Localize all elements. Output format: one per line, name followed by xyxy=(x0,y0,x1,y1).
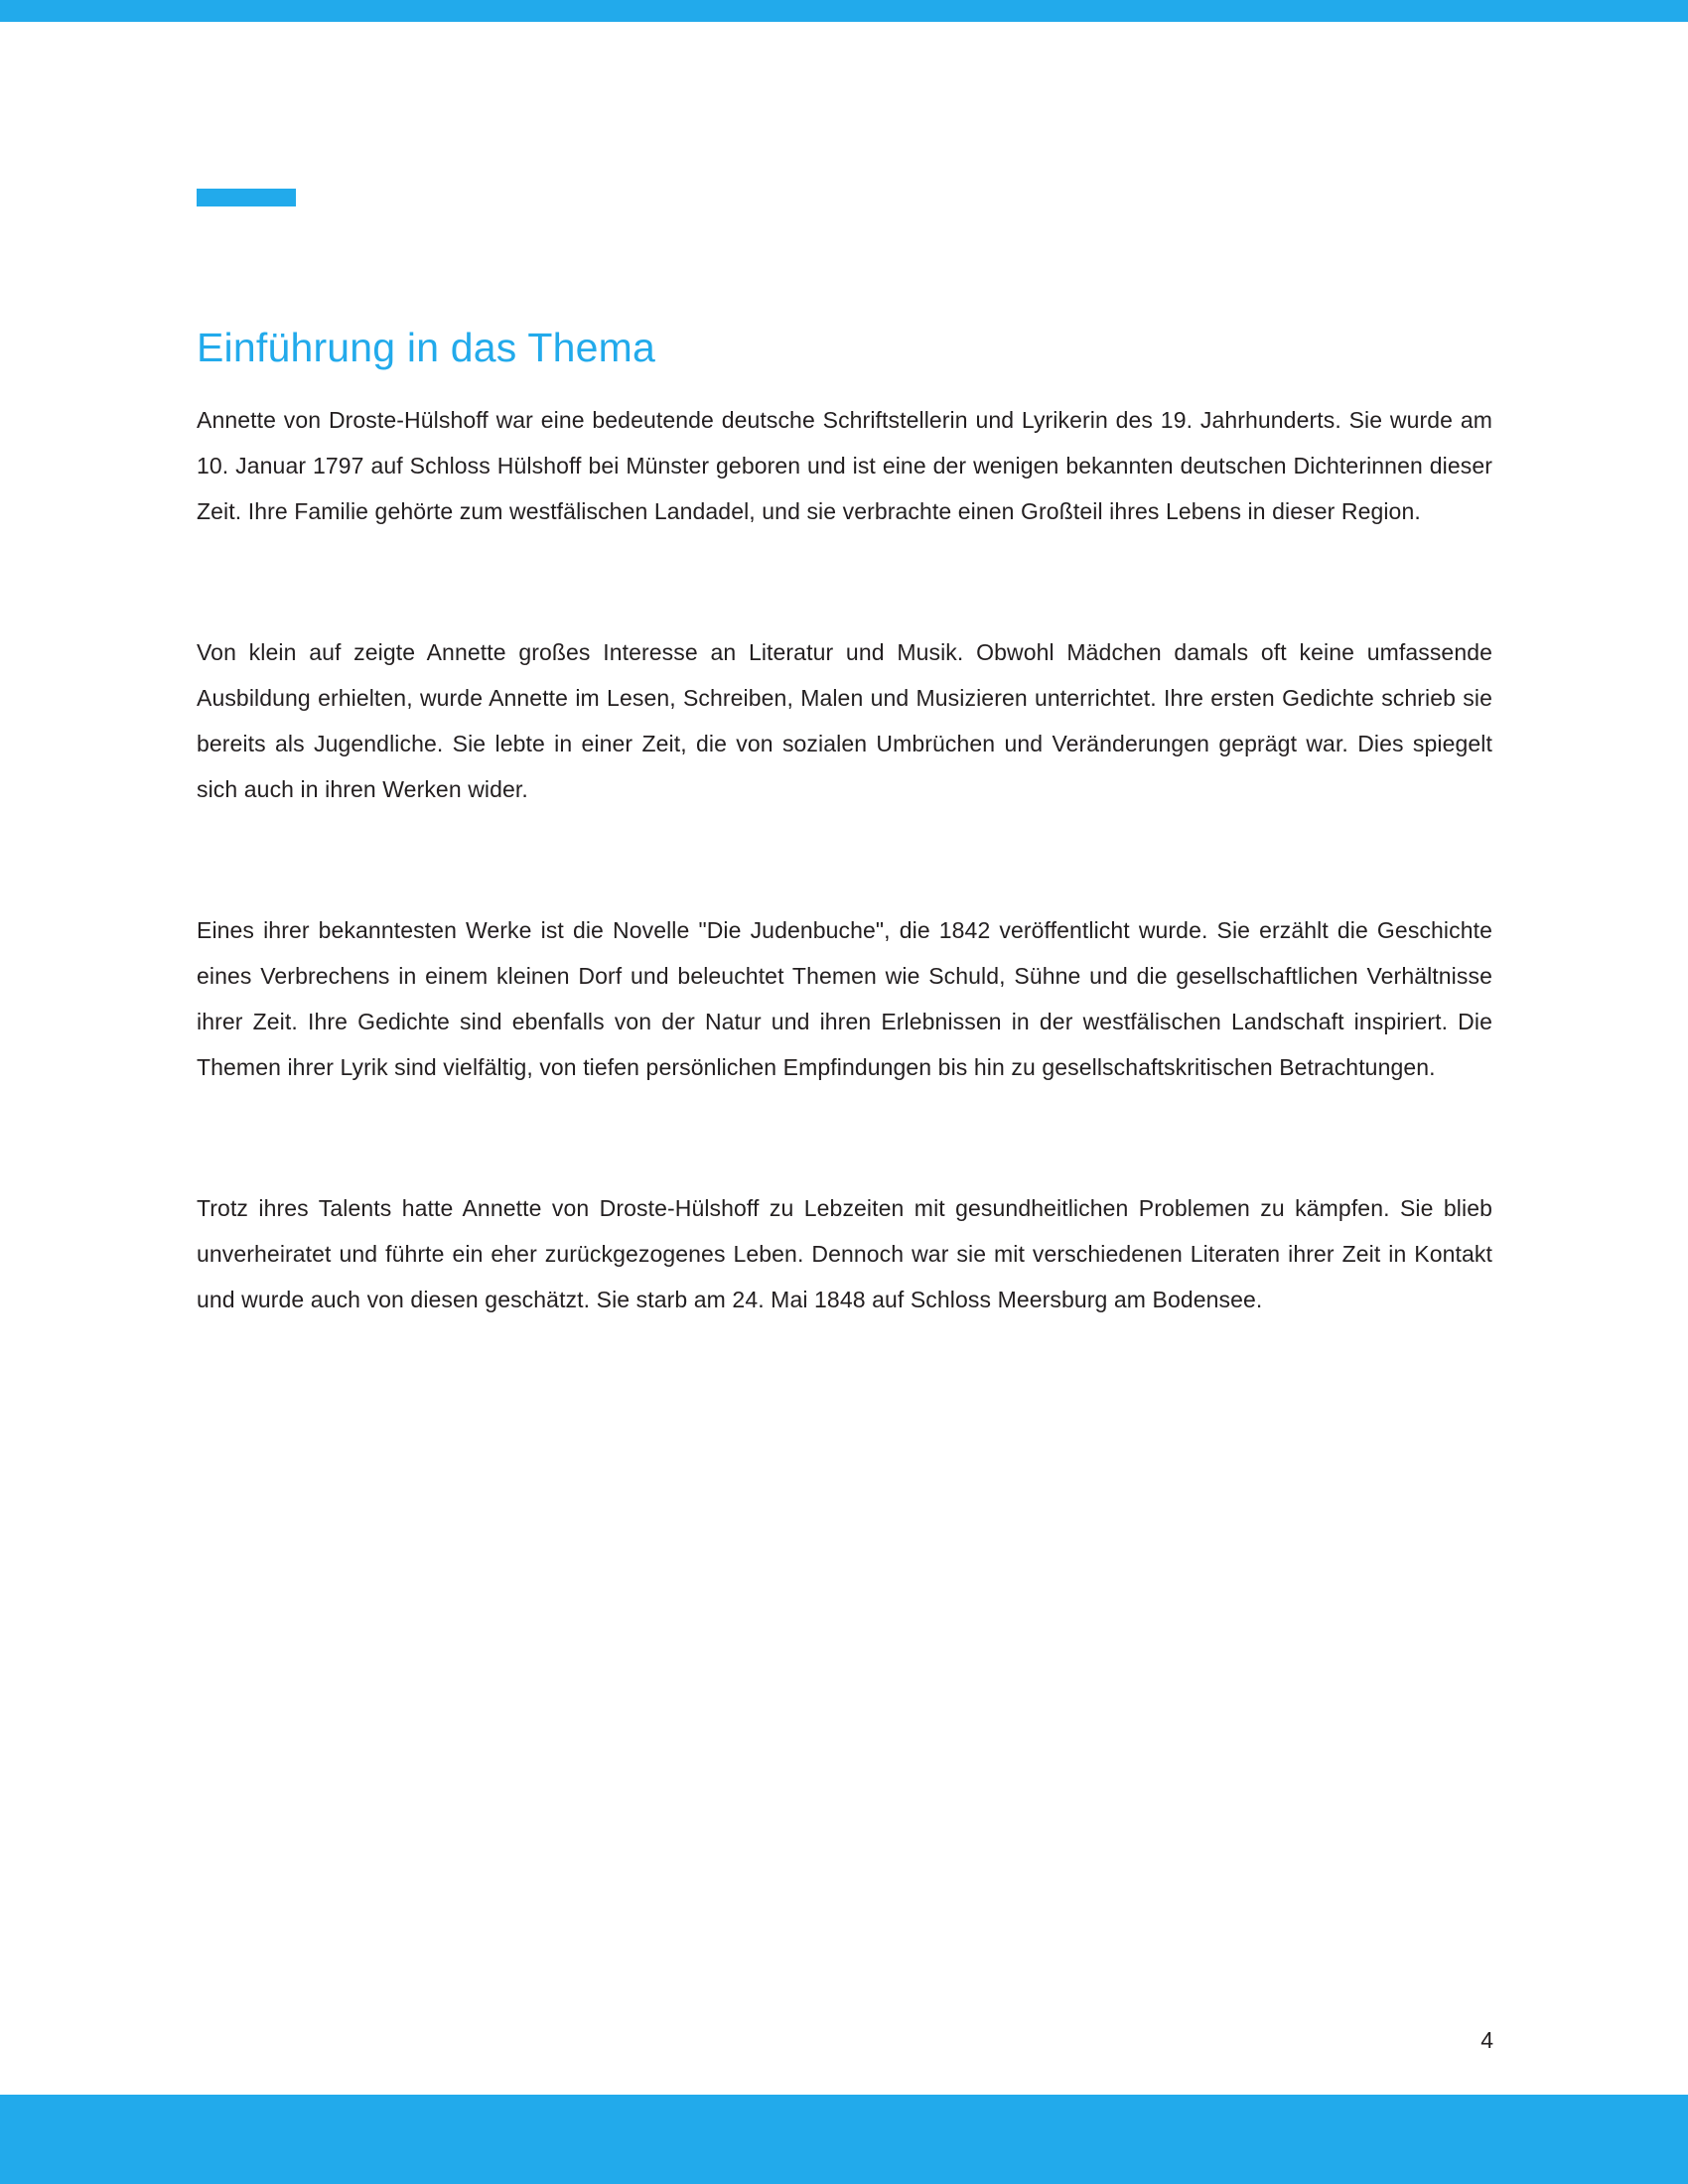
body-paragraph: Trotz ihres Talents hatte Annette von Droste-Hülshoff zu Lebzeiten mit gesundheitlichen Problemen zu kämpfen. Sie blieb unverheiratet und führte ein eher zurückgezogenes Leben. Dennoch war sie mit verschiedenen Literaten ihrer Zeit in Kontakt und wurde auch von diesen geschätzt. Sie starb am 24. Mai 1848 auf Schloss Meersburg am Bodensee. xyxy=(197,1195,1492,1312)
page-title: Einführung in das Thema xyxy=(197,325,655,371)
bottom-accent-bar xyxy=(0,2095,1688,2184)
body-paragraph: Von klein auf zeigte Annette großes Interesse an Literatur und Musik. Obwohl Mädchen damals oft keine umfassende Ausbildung erhielten, wurde Annette im Lesen, Schreiben, Malen und Musizieren unterrichtet. Ihre ersten Gedichte schrieb sie bereits als Jugendliche. Sie lebte in einer Zeit, die von sozialen Umbrüchen und Veränderungen geprägt war. Dies spiegelt sich auch in ihren Werken wider. xyxy=(197,639,1492,802)
page-number: 4 xyxy=(1480,2027,1493,2053)
top-accent-bar xyxy=(0,0,1688,22)
body-content xyxy=(197,397,1492,1322)
body-paragraph: Eines ihrer bekanntesten Werke ist die Novelle "Die Judenbuche", die 1842 veröffentlicht wurde. Sie erzählt die Geschichte eines Verbrechens in einem kleinen Dorf und beleuchtet Themen wie Schuld, Sühne und die gesellschaftlichen Verhältnisse ihrer Zeit. Ihre Gedichte sind ebenfalls von der Natur und ihren Erlebnissen in der westfälischen Landschaft inspiriert. Die Themen ihrer Lyrik sind vielfältig, von tiefen persönlichen Empfindungen bis hin zu gesellschaftskritischen Betrachtungen. xyxy=(197,917,1492,1080)
body-paragraph: Annette von Droste-Hülshoff war eine bedeutende deutsche Schriftstellerin und Lyrikerin des 19. Jahrhunderts. Sie wurde am 10. Januar 1797 auf Schloss Hülshoff bei Münster geboren und ist eine der wenigen bekannten deutschen Dichterinnen dieser Zeit. Ihre Familie gehörte zum westfälischen Landadel, und sie verbrachte einen Großteil ihres Lebens in dieser Region. xyxy=(197,407,1492,524)
heading-accent-rule xyxy=(197,189,296,206)
